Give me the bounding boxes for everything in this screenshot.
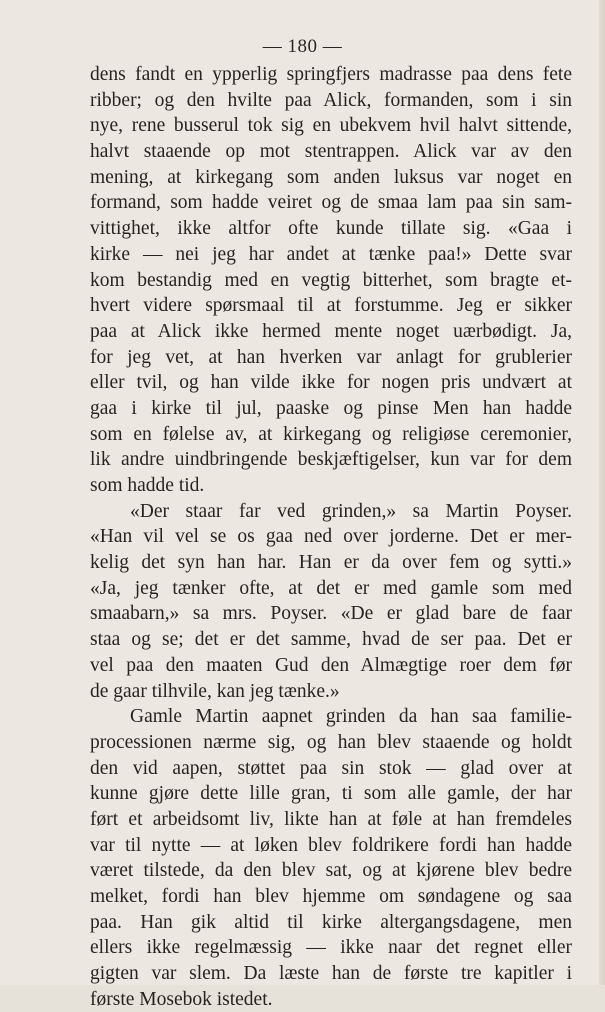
text-line: halvt staaende op mot stentrappen. Alick var av den (90, 141, 572, 163)
text-line: ribber; og den hvilte paa Alick, formanden, som i sin (90, 89, 572, 111)
text-line: kirke — nei jeg har andet at tænke paa!» Dette svar (90, 243, 572, 265)
text-line: smaabarn,» sa mrs. Poyser. «De er glad bare de faar (90, 603, 572, 625)
text-line: paa. Han gik altid til kirke altergangsdagene, men (90, 911, 572, 933)
text-line-paragraph-end: første Mosebok istedet. (90, 988, 273, 1010)
text-line: paa at Alick ikke hermed mente noget uærbødigt. Ja, (90, 320, 572, 342)
text-line: mening, at kirkegang som anden luksus var noget en (90, 166, 572, 188)
text-line: melket, fordi han blev hjemme om søndagene og saa (90, 886, 572, 907)
page-edge (599, 0, 605, 985)
text-line-paragraph-end: som hadde tid. (90, 475, 205, 496)
text-line: vittighet, ikke altfor ofte kunde tillate sig. «Gaa i (90, 218, 572, 240)
text-line-paragraph-start: «Der staar far ved grinden,» sa Martin Poyser. (130, 500, 572, 522)
text-line: «Ja, jeg tænker ofte, at det er med gamle som med (90, 577, 572, 599)
text-line: som en følelse av, at kirkegang og religiøse ceremonier, (90, 423, 572, 445)
text-line: for jeg vet, at han hverken var anlagt for grublerier (90, 346, 572, 368)
text-line: været tilstede, da den blev sat, og at kjørene blev bedre (90, 860, 572, 882)
text-line: ellers ikke regelmæssig — ikke naar det regnet eller (90, 937, 572, 959)
text-line: gaa i kirke til jul, paaske og pinse Men han hadde (90, 397, 572, 419)
text-line: hvert videre spørsmaal til at forstumme. Jeg er sikker (90, 295, 572, 317)
text-line: kelig det syn han har. Han er da over fem og sytti.» (90, 552, 572, 574)
text-line: vel paa den maaten Gud den Almægtige roer dem før (90, 654, 572, 676)
text-line: kom bestandig med en vegtig bitterhet, som bragte et- (90, 269, 572, 291)
page-number: — 180 — (262, 36, 343, 57)
text-line: dens fandt en ypperlig springfjers madrasse paa dens fete (90, 64, 572, 85)
text-line: formand, som hadde veiret og de smaa lam paa sin sam- (90, 192, 572, 214)
text-line: lik andre uindbringende beskjæftigelser, kun var for dem (90, 449, 572, 471)
text-line: var til nytte — at løken blev foldrikere fordi han hadde (90, 834, 572, 856)
text-line: «Han vil vel se os gaa ned over jorderne. Det er mer- (90, 526, 572, 548)
text-line: kunne gjøre dette lille gran, ti som alle gamle, der har (90, 783, 572, 805)
text-line: staa og se; det er det samme, hvad de ser paa. Det er (90, 629, 572, 651)
text-line: eller tvil, og han vilde ikke for nogen pris undvært at (90, 372, 572, 394)
text-line: ført et arbeidsomt liv, likte han at føle at han fremdeles (90, 808, 572, 830)
body-text (90, 62, 572, 1012)
text-line: den vid aapen, støttet paa sin stok — glad over at (90, 757, 572, 779)
text-line: processionen nærme sig, og han blev staaende og holdt (90, 731, 572, 753)
text-line-paragraph-end: de gaar tilhvile, kan jeg tænke.» (90, 680, 340, 702)
text-line-paragraph-start: Gamle Martin aapnet grinden da han saa familie- (130, 706, 572, 728)
text-line: gigten var slem. Da læste han de første tre kapitler i (90, 963, 572, 985)
text-line: nye, rene busserul tok sig en ubekvem hvil halvt sittende, (90, 115, 572, 137)
